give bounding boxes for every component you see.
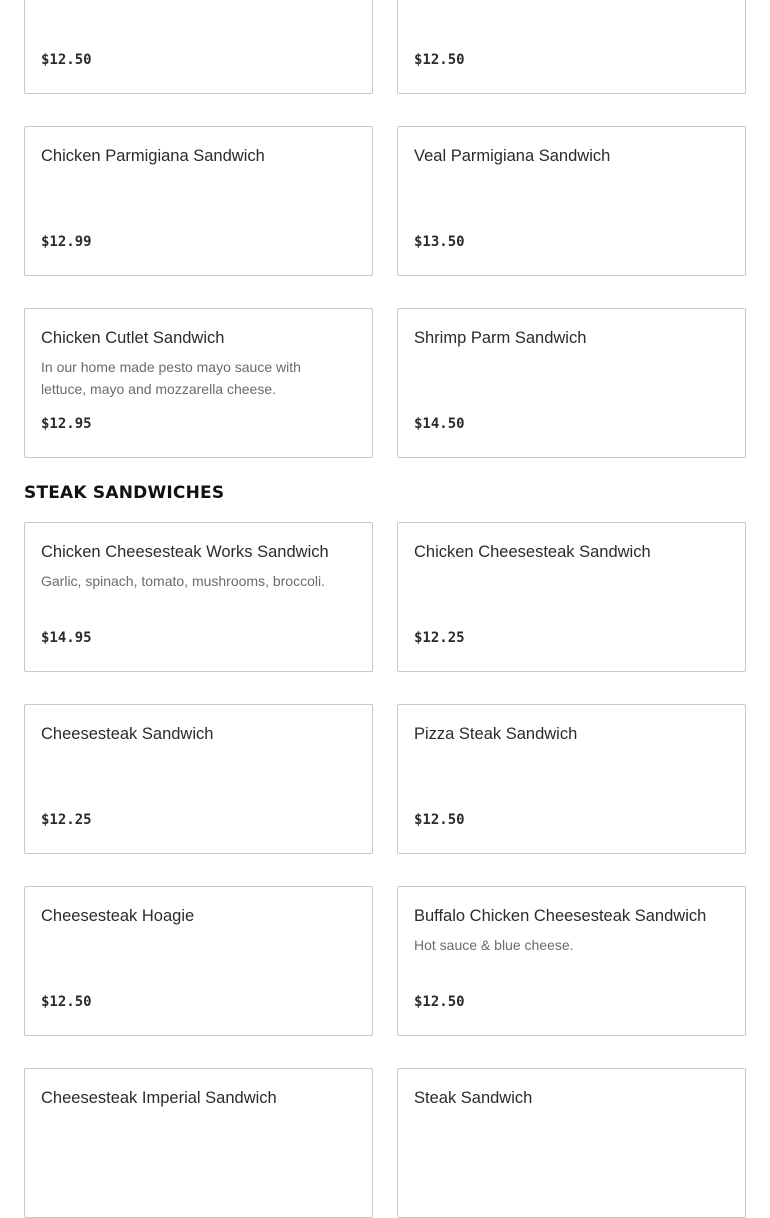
menu-item-card[interactable]: [24, 886, 373, 1036]
menu-item-price: $12.50: [414, 52, 465, 68]
menu-item-price: $12.50: [41, 994, 92, 1010]
menu-item-card[interactable]: [397, 704, 746, 854]
menu-item-price: $12.99: [41, 234, 92, 250]
menu-item-name: Cheesesteak Sandwich: [41, 725, 214, 743]
menu-item-card[interactable]: [24, 522, 373, 672]
menu-item-price: $12.25: [414, 630, 465, 646]
section-heading: STEAK SANDWICHES: [24, 483, 225, 503]
menu-item-name: Buffalo Chicken Cheesesteak Sandwich: [414, 907, 707, 925]
menu-item-card[interactable]: [397, 0, 746, 94]
menu-item-name: Chicken Cheesesteak Sandwich: [414, 543, 651, 561]
menu-item-description: In our home made pesto mayo sauce with lettuce, mayo and mozzarella cheese.: [41, 359, 301, 397]
menu-item-price: $13.50: [414, 234, 465, 250]
menu-item-name: Steak Sandwich: [414, 1089, 533, 1107]
menu-item-name: Cheesesteak Imperial Sandwich: [41, 1089, 277, 1107]
menu-item-card[interactable]: [24, 126, 373, 276]
menu-item-description: Hot sauce & blue cheese.: [414, 937, 574, 953]
menu-item-name: Chicken Cheesesteak Works Sandwich: [41, 543, 329, 561]
menu-item-card[interactable]: [397, 126, 746, 276]
menu-item-card[interactable]: [24, 0, 373, 94]
menu-item-price: $12.50: [41, 52, 92, 68]
menu-item-description: Garlic, spinach, tomato, mushrooms, broccoli.: [41, 573, 325, 589]
menu-item-price: $12.95: [41, 416, 92, 432]
menu-item-card[interactable]: [397, 1068, 746, 1218]
menu-item-card[interactable]: [397, 308, 746, 458]
menu-item-card[interactable]: [397, 886, 746, 1036]
menu-item-name: Cheesesteak Hoagie: [41, 907, 195, 925]
menu-item-name: Chicken Cutlet Sandwich: [41, 329, 225, 347]
menu-item-name: Veal Parmigiana Sandwich: [414, 147, 611, 165]
menu-item-price: $12.50: [414, 812, 465, 828]
menu-item-card[interactable]: [24, 1068, 373, 1218]
menu-item-price: $14.95: [41, 630, 92, 646]
menu-item-name: Chicken Parmigiana Sandwich: [41, 147, 265, 165]
menu-item-name: Shrimp Parm Sandwich: [414, 329, 587, 347]
menu-item-price: $12.50: [414, 994, 465, 1010]
menu-item-price: $12.25: [41, 812, 92, 828]
menu-item-card[interactable]: [24, 308, 373, 458]
menu-item-price: $14.50: [414, 416, 465, 432]
menu-item-card[interactable]: [24, 704, 373, 854]
menu-item-card[interactable]: [397, 522, 746, 672]
menu-item-name: Pizza Steak Sandwich: [414, 725, 578, 743]
